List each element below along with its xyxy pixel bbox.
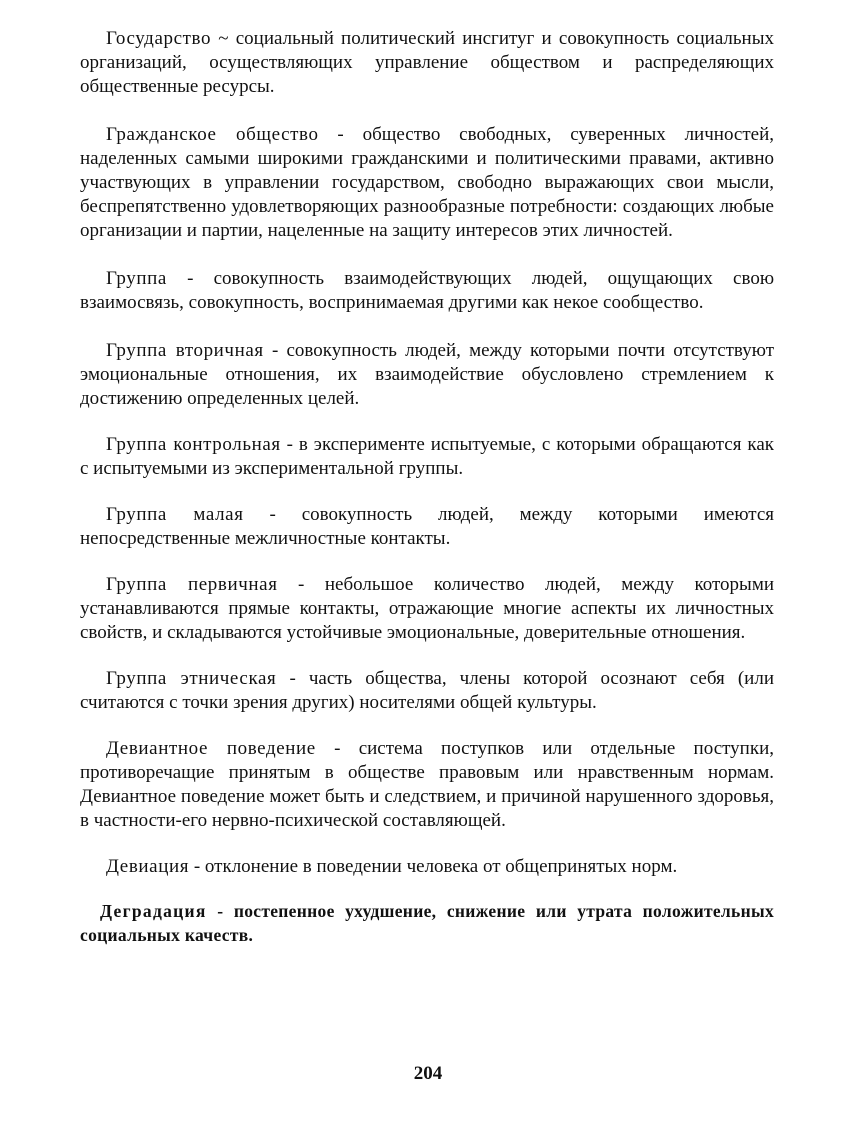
entry-gosudarstvo <box>80 27 774 99</box>
entry-gruppa <box>80 267 774 315</box>
entry-definition: - совокупность людей, между которыми имеются непосредственные межличностные контакты. <box>80 504 775 549</box>
entry-term: Группа <box>106 268 167 289</box>
entry-term: Государство <box>106 28 212 49</box>
entry-gruppa-vtorichnaya <box>80 339 774 411</box>
glossary-entries <box>80 27 774 947</box>
entry-degradatsiya <box>80 899 774 947</box>
entry-term: Группа первичная <box>106 574 278 595</box>
page-number: 204 <box>413 1063 443 1084</box>
entry-definition: - общество свободных, суверенных личностей, наделенных самыми широкими гражданскими и политическими правами, активно участвующих в управлении государством, свободно выражающих свои мысли, беспрепятственно удовлетворяющих разнообразные потребности: создающих любые организации и партии, нацеленные на защиту интересов этих личностей. <box>80 124 775 241</box>
entry-term: Деградация <box>100 901 207 921</box>
entry-definition: ~ социальный политический инсгитуг и совокупность социальных организаций, осуществляющих управление обществом и распределяющих общественные ресурсы. <box>80 28 774 97</box>
entry-gruppa-kontrolnaya <box>80 433 774 481</box>
entry-definition: - постепенное ухудшение, снижение или утрата положительных социальных качеств. <box>80 901 774 945</box>
entry-term: Девиантное поведение <box>106 738 316 759</box>
entry-gruppa-etnicheskaya <box>80 667 774 715</box>
entry-definition: - система поступков или отдельные поступки, противоречащие принятым в обществе правовым или нравственным нормам. Девиантное поведение может быть и следствием, и причиной нарушенного здоровья, в частности-его нервно-психической составляющей. <box>80 738 775 831</box>
entry-definition: - в эксперименте испытуемые, с которыми обращаются как с испытуемыми из экспериментальной группы. <box>80 434 774 479</box>
entry-term: Девиация <box>106 856 190 877</box>
entry-term: Группа контрольная <box>106 434 281 455</box>
entry-definition: - совокупность взаимодействующих людей, ощущающих свою взаимосвязь, совокупность, воспринимаемая другими как некое сообщество. <box>80 268 775 313</box>
entry-definition: - совокупность людей, между которыми почти отсутствуют эмоциональные отношения, их взаимодействие обусловлено стремлением к достижению определенных целей. <box>80 340 774 409</box>
entry-grazhdanskoe-obshchestvo <box>80 123 774 243</box>
entry-deviantnoe-povedenie <box>80 737 774 833</box>
entry-term: Группа малая <box>106 504 244 525</box>
entry-term: Гражданское общество <box>106 124 319 145</box>
entry-term: Группа этническая <box>106 668 277 689</box>
entry-gruppa-malaya <box>80 503 774 551</box>
entry-definition: - небольшое количество людей, между которыми устанавливаются прямые контакты, отражающие многие аспекты их личностных свойств, и складываются устойчивые эмоциональные, доверительные отношения. <box>80 574 775 643</box>
entry-definition: - часть общества, члены которой осознают себя (или считаются с точки зрения других) носителями общей культуры. <box>80 668 774 713</box>
entry-term: Группа вторичная <box>106 340 264 361</box>
entry-definition: - отклонение в поведении человека от общепринятых норм. <box>193 856 678 877</box>
entry-deviatsiya <box>80 855 774 879</box>
entry-gruppa-pervichnaya <box>80 573 774 645</box>
